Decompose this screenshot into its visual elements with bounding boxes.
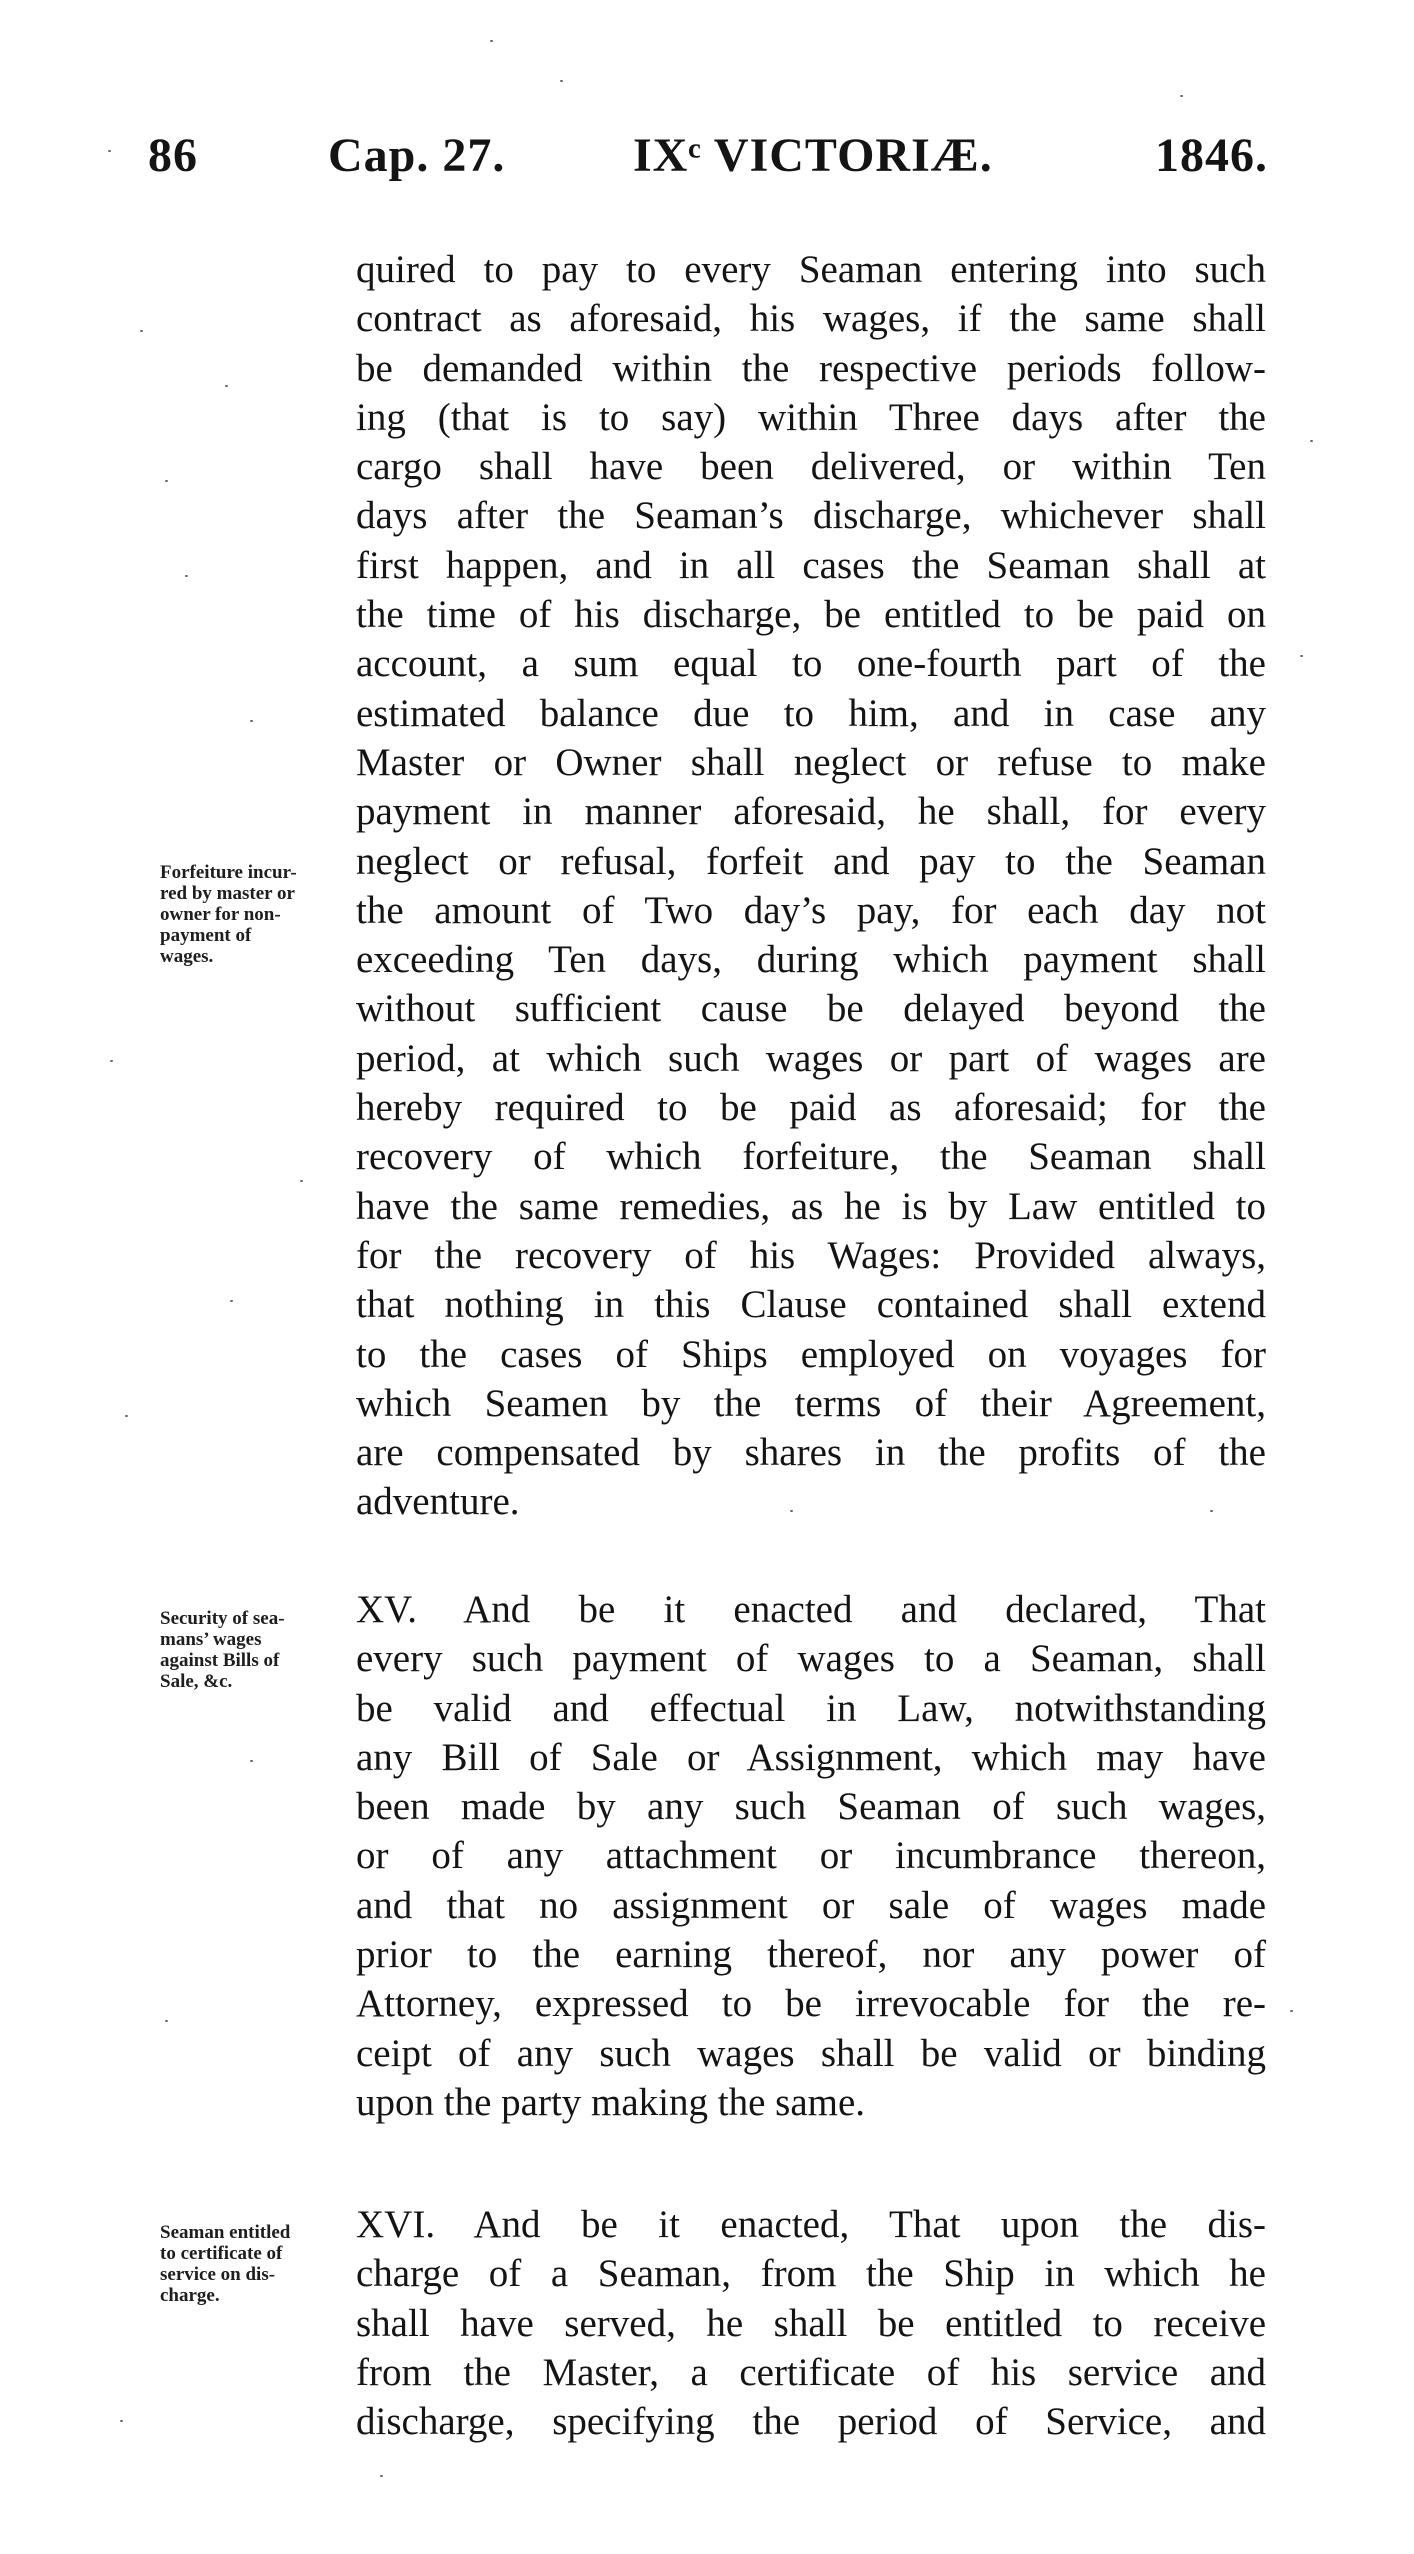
text-line: discharge, specifying the period of Service, and bbox=[356, 2400, 1266, 2444]
marginal-note-line: Seaman entitled bbox=[160, 2222, 291, 2243]
marginal-note-line: Forfeiture incur- bbox=[160, 862, 297, 883]
running-head bbox=[148, 128, 1268, 198]
marginal-note-line: against Bills of bbox=[160, 1650, 280, 1671]
chapter-label: Cap. 27. bbox=[328, 129, 506, 182]
text-line: account, a sum equal to one-fourth part of the bbox=[356, 642, 1266, 686]
speck bbox=[108, 150, 111, 152]
text-line: any Bill of Sale or Assignment, which may have bbox=[356, 1735, 1266, 1779]
speck bbox=[1290, 2010, 1293, 2012]
text-line: which Seamen by the terms of their Agreement, bbox=[356, 1381, 1266, 1425]
marginal-note-line: owner for non- bbox=[160, 904, 281, 925]
text-line: XV. And be it enacted and declared, That bbox=[356, 1588, 1266, 1631]
speck bbox=[165, 2020, 168, 2022]
page-number: 86 bbox=[148, 129, 198, 182]
text-line: cargo shall have been delivered, or within Ten bbox=[356, 445, 1266, 489]
text-line: period, at which such wages or part of wages are bbox=[356, 1036, 1266, 1080]
speck bbox=[300, 1180, 303, 1182]
text-line: Master or Owner shall neglect or refuse to make bbox=[356, 740, 1266, 784]
text-line: be valid and effectual in Law, notwithstanding bbox=[356, 1686, 1266, 1730]
text-line: and that no assignment or sale of wages made bbox=[356, 1883, 1266, 1927]
text-line: ceipt of any such wages shall be valid or binding bbox=[356, 2031, 1266, 2075]
marginal-note-line: service on dis- bbox=[160, 2264, 276, 2285]
speck bbox=[1210, 1510, 1213, 1512]
text-line: that nothing in this Clause contained shall extend bbox=[356, 1283, 1266, 1327]
text-line: the amount of Two day’s pay, for each day not bbox=[356, 888, 1266, 932]
marginal-note-line: mans’ wages bbox=[160, 1629, 262, 1650]
speck bbox=[165, 480, 168, 482]
text-line: have the same remedies, as he is by Law entitled to bbox=[356, 1184, 1266, 1228]
text-line: for the recovery of his Wages: Provided always, bbox=[356, 1233, 1266, 1277]
marginal-note-line: Security of sea- bbox=[160, 1608, 285, 1629]
text-line: to the cases of Ships employed on voyages for bbox=[356, 1332, 1266, 1376]
body-text-continuation bbox=[356, 245, 1266, 1527]
text-line: days after the Seaman’s discharge, whichever shall bbox=[356, 494, 1266, 538]
marginal-note-line: to certificate of bbox=[160, 2243, 283, 2264]
marginal-note-line: wages. bbox=[160, 946, 214, 967]
text-line: ing (that is to say) within Three days after the bbox=[356, 395, 1266, 439]
text-line: Attorney, expressed to be irrevocable for the re- bbox=[356, 1982, 1266, 2026]
text-line: without sufficient cause be delayed beyond the bbox=[356, 987, 1266, 1031]
speck bbox=[120, 2420, 123, 2422]
text-line: been made by any such Seaman of such wages, bbox=[356, 1785, 1266, 1829]
text-line: first happen, and in all cases the Seaman shall at bbox=[356, 543, 1266, 587]
text-line: be demanded within the respective periods follow- bbox=[356, 346, 1266, 390]
marginal-note-certificate bbox=[160, 2222, 350, 2306]
text-line: payment in manner aforesaid, he shall, for every bbox=[356, 790, 1266, 834]
speck bbox=[1300, 655, 1303, 657]
text-line: hereby required to be paid as aforesaid; for the bbox=[356, 1086, 1266, 1130]
regnal-title: IXᶜ VICTORIÆ. bbox=[633, 129, 993, 182]
text-line: contract as aforesaid, his wages, if the same shall bbox=[356, 297, 1266, 341]
speck bbox=[1310, 440, 1313, 442]
text-line: or of any attachment or incumbrance thereon, bbox=[356, 1834, 1266, 1878]
text-line: exceeding Ten days, during which payment shall bbox=[356, 938, 1266, 982]
text-line: quired to pay to every Seaman entering into such bbox=[356, 248, 1266, 291]
marginal-note-line: Sale, &c. bbox=[160, 1671, 233, 1692]
speck bbox=[140, 330, 143, 332]
marginal-note-line: charge. bbox=[160, 2285, 220, 2306]
text-line: adventure. bbox=[356, 1480, 520, 1524]
text-line: prior to the earning thereof, nor any power of bbox=[356, 1933, 1266, 1977]
speck bbox=[225, 385, 228, 387]
speck bbox=[790, 1510, 793, 1512]
text-line: neglect or refusal, forfeit and pay to the Seaman bbox=[356, 839, 1266, 883]
speck bbox=[250, 1760, 253, 1762]
marginal-note-line: red by master or bbox=[160, 883, 295, 904]
text-line: shall have served, he shall be entitled to receive bbox=[356, 2301, 1266, 2345]
speck bbox=[250, 720, 253, 722]
speck bbox=[125, 1415, 128, 1417]
section-xv-text bbox=[356, 1585, 1266, 2127]
speck bbox=[1180, 95, 1183, 97]
year-label: 1846. bbox=[1155, 129, 1268, 182]
speck bbox=[490, 40, 493, 42]
section-xvi-text bbox=[356, 2200, 1266, 2446]
text-line: charge of a Seaman, from the Ship in which he bbox=[356, 2252, 1266, 2296]
speck bbox=[560, 80, 563, 82]
speck bbox=[380, 2475, 383, 2477]
text-line: XVI. And be it enacted, That upon the dis- bbox=[356, 2203, 1266, 2246]
marginal-note-security bbox=[160, 1608, 350, 1692]
text-line: recovery of which forfeiture, the Seaman shall bbox=[356, 1135, 1266, 1179]
text-line: are compensated by shares in the profits of the bbox=[356, 1431, 1266, 1475]
speck bbox=[185, 575, 188, 577]
speck bbox=[110, 1060, 113, 1062]
marginal-note-line: payment of bbox=[160, 925, 252, 946]
text-line: the time of his discharge, be entitled to be paid on bbox=[356, 593, 1266, 637]
marginal-note-forfeiture bbox=[160, 862, 350, 967]
text-line: from the Master, a certificate of his service and bbox=[356, 2350, 1266, 2394]
text-line: upon the party making the same. bbox=[356, 2080, 866, 2124]
text-line: estimated balance due to him, and in case any bbox=[356, 691, 1266, 735]
speck bbox=[230, 1300, 233, 1302]
text-line: every such payment of wages to a Seaman, shall bbox=[356, 1637, 1266, 1681]
